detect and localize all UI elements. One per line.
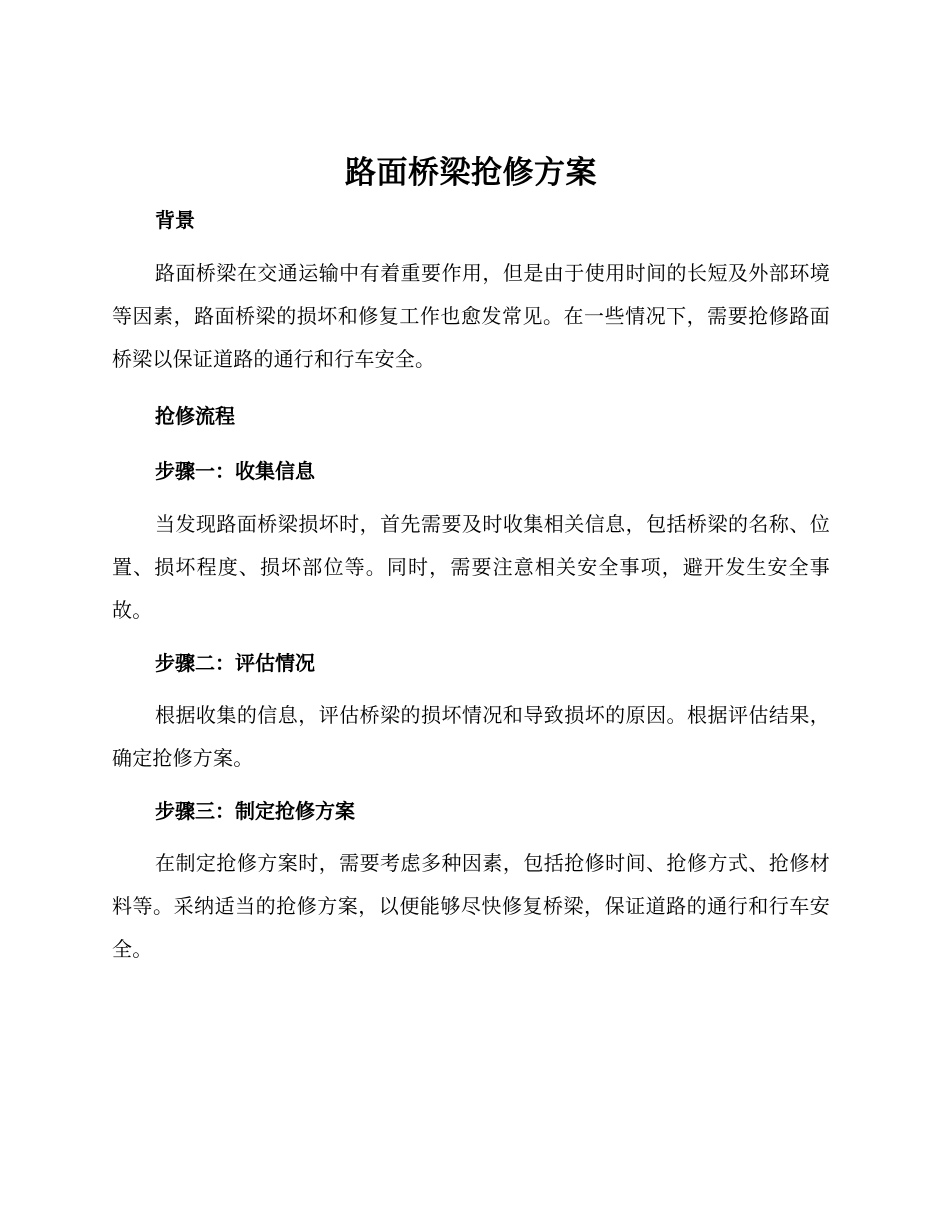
- step-heading-1: 步骤一：收集信息: [155, 459, 315, 483]
- document-title: 路面桥梁抢修方案: [345, 155, 597, 191]
- step-heading-2: 步骤二：评估情况: [155, 651, 315, 675]
- paragraph-step-2: 根据收集的信息，评估桥梁的损坏情况和导致损坏的原因。根据评估结果，确定抢修方案。: [112, 703, 830, 770]
- step-heading-3: 步骤三：制定抢修方案: [155, 799, 355, 823]
- paragraph-step-1: 当发现路面桥梁损坏时，首先需要及时收集相关信息，包括桥梁的名称、位置、损坏程度、损坏部位等。同时，需要注意相关安全事项，避开发生安全事故。: [112, 512, 830, 622]
- paragraph-background: 路面桥梁在交通运输中有着重要作用，但是由于使用时间的长短及外部环境等因素，路面桥梁的损坏和修复工作也愈发常见。在一些情况下，需要抢修路面桥梁以保证道路的通行和行车安全。: [112, 261, 830, 371]
- section-heading-process: 抢修流程: [155, 404, 235, 428]
- section-heading-background: 背景: [155, 208, 195, 232]
- paragraph-step-3: 在制定抢修方案时，需要考虑多种因素，包括抢修时间、抢修方式、抢修材料等。采纳适当的抢修方案，以便能够尽快修复桥梁，保证道路的通行和行车安全。: [112, 851, 830, 961]
